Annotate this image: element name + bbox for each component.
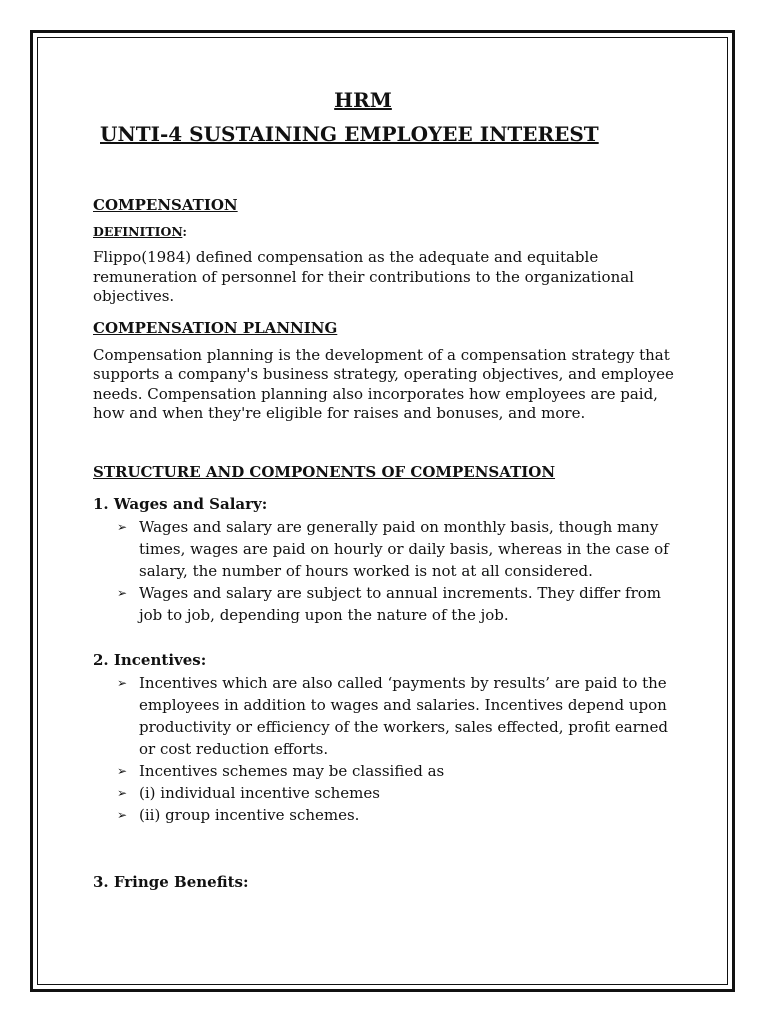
definition-text: Flippo(1984) defined compensation as the adequate and equitable remuneration of personnel for their contributions to the organizational objectives. — [93, 248, 634, 305]
incentives-list — [93, 672, 683, 826]
arrow-bullet-icon: ➢ — [117, 519, 128, 534]
document-title: HRM — [334, 88, 392, 112]
arrow-bullet-icon: ➢ — [117, 807, 128, 822]
list-item: ➢ Incentives which are also called ‘payments by results’ are paid to the employees in addition to wages and salaries. Incentives depend upon productivity or efficiency of the workers, sales effected, profit earned or cost reduction efforts. — [117, 673, 668, 758]
fringe-heading: 3. Fringe Benefits: — [93, 872, 249, 891]
planning-heading: COMPENSATION PLANNING — [93, 318, 338, 337]
planning-text: Compensation planning is the development of a compensation strategy that supports a company's business strategy, operating objectives, and employee needs. Compensation planning also incorporates how employees are paid, how and when they're eligible for raises and bonuses, and more. — [93, 345, 674, 422]
document-page — [93, 88, 683, 891]
arrow-bullet-icon: ➢ — [117, 763, 128, 778]
wages-heading: 1. Wages and Salary: — [93, 494, 268, 513]
compensation-heading: COMPENSATION — [93, 196, 238, 214]
incentives-heading: 2. Incentives: — [93, 650, 207, 669]
unit-title: UNTI-4 SUSTAINING EMPLOYEE INTEREST — [100, 122, 599, 146]
list-item: ➢ (ii) group incentive schemes. — [117, 805, 360, 824]
arrow-bullet-icon: ➢ — [117, 675, 128, 690]
definition-label: DEFINITION: — [93, 224, 188, 239]
list-item: ➢ Wages and salary are subject to annual increments. They differ from job to job, depending upon the nature of the job. — [117, 583, 662, 624]
list-item: ➢ (i) individual incentive schemes — [117, 783, 380, 802]
list-item: ➢ Wages and salary are generally paid on monthly basis, though many times, wages are paid on hourly or daily basis, whereas in the case of salary, the number of hours worked is not at all considered. — [117, 517, 669, 580]
wages-list — [93, 516, 683, 626]
list-item: ➢ Incentives schemes may be classified as — [117, 761, 445, 780]
structure-heading: STRUCTURE AND COMPONENTS OF COMPENSATION — [93, 462, 556, 481]
arrow-bullet-icon: ➢ — [117, 585, 128, 600]
arrow-bullet-icon: ➢ — [117, 785, 128, 800]
